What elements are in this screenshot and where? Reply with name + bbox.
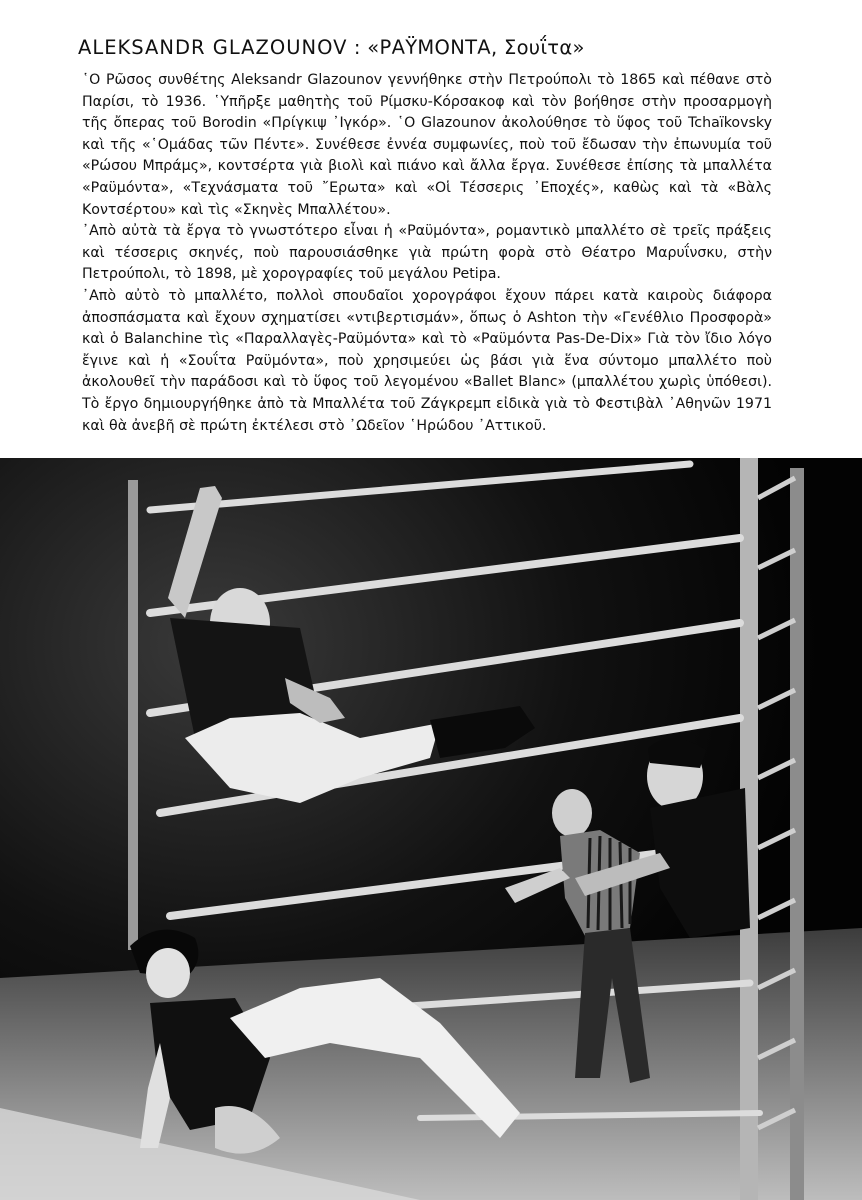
page-title xyxy=(78,36,585,59)
paragraph: ᾿Απὸ αὐτὸ τὸ μπαλλέτο, πολλοὶ σπουδαῖοι χορογράφοι ἔχουν πάρει κατὰ καιροὺς διάφορα ἀποσπάσματα καὶ ἔχουν σχηματίσει «ντιβερτισμάν», ὅπως ὁ Ashton τὴν «Γενέθλιο Προσφορὰ» καὶ ὁ Balanchine τὶς «Παραλλαγὲς-Ραϋμόντα» καὶ τὸ «Ραϋμόντα Pas-De-Dix» Γιὰ τὸν ἴδιο λόγο ἔγινε καὶ ἡ «Σουΐτα Ραϋμόντα», ποὺ χρησιμεύει ὡς βάσι γιὰ ἕνα σύντομο μπαλλέτο ποὺ ἀκολουθεῖ τὴν παράδοσι καὶ τὸ ὕφος τοῦ λεγομένου «Ballet Blanc» (μπαλλέτου χωρὶς ὑπόθεσι). Τὸ ἔργο δημιουργήθηκε ἀπὸ τὰ Μπαλλέτα τοῦ Ζάγκρεμπ εἰδικὰ γιὰ τὸ Φεστιβὰλ ᾿Αθηνῶν 1971 καὶ θὰ ἀνεβῆ σὲ πρώτη ἐκτέλεσι στὸ ᾿Ωδεῖον ῾Ηρώδου ᾿Αττικοῦ. xyxy=(82,287,772,434)
paragraph: ᾿Απὸ αὐτὰ τὰ ἔργα τὸ γνωστότερο εἶναι ἡ «Ραϋμόντα», ρομαντικὸ μπαλλέτο σὲ τρεῖς πράξεις καὶ τέσσερις σκηνές, ποὺ παρουσιάσθηκε γιὰ πρώτη φορὰ στὸ Θέατρο Μαρυΐνσκυ, στὴν Πετρούπολι, τὸ 1898, μὲ χορογραφίες τοῦ μεγάλου Petipa. xyxy=(82,223,772,283)
title-composer: ALEKSANDR GLAZOUNOV xyxy=(78,36,348,59)
article-body xyxy=(82,70,772,437)
ballet-photo xyxy=(0,458,862,1200)
ballet-photo-illustration xyxy=(0,458,862,1200)
frame-post xyxy=(128,480,138,950)
paragraph: ῾Ο Ρῶσος συνθέτης Aleksandr Glazounov γεννήθηκε στὴν Πετρούπολι τὸ 1865 καὶ πέθανε στὸ Παρίσι, τὸ 1936. ῾Υπῆρξε μαθητὴς τοῦ Ρίμσκυ-Κόρσακοφ καὶ τὸν βοήθησε στὴν προσαρμογὴ τῆς ὄπερας τοῦ Borodin «Πρίγκιψ ᾿Ιγκόρ». ῾Ο Glazounov ἀκολούθησε τὸ ὕφος τοῦ Tchaïkovsky καὶ τῆς «῾Ομάδας τῶν Πέντε». Συνέθεσε ἐννέα συμφωνίες, ποὺ τοῦ ἔδωσαν τὴν ἐπωνυμία τοῦ «Ρώσου Μπράμς», κοντσέρτα γιὰ βιολὶ καὶ πιάνο καὶ ἄλλα ἔργα. Συνέθεσε ἐπίσης τὰ μπαλλέτα «Ραϋμόντα», «Τεχνάσματα τοῦ ῎Ερωτα» καὶ «Οἱ Τέσσερις ᾿Εποχές», καθὼς καὶ τὰ «Βὰλς Κοντσέρτου» καὶ τὶς «Σκηνὲς Μπαλλέτου». xyxy=(82,72,772,218)
title-separator: : xyxy=(347,36,368,59)
title-work: «ΡΑΫΜΟΝΤΑ, Σουΐτα» xyxy=(367,36,585,59)
